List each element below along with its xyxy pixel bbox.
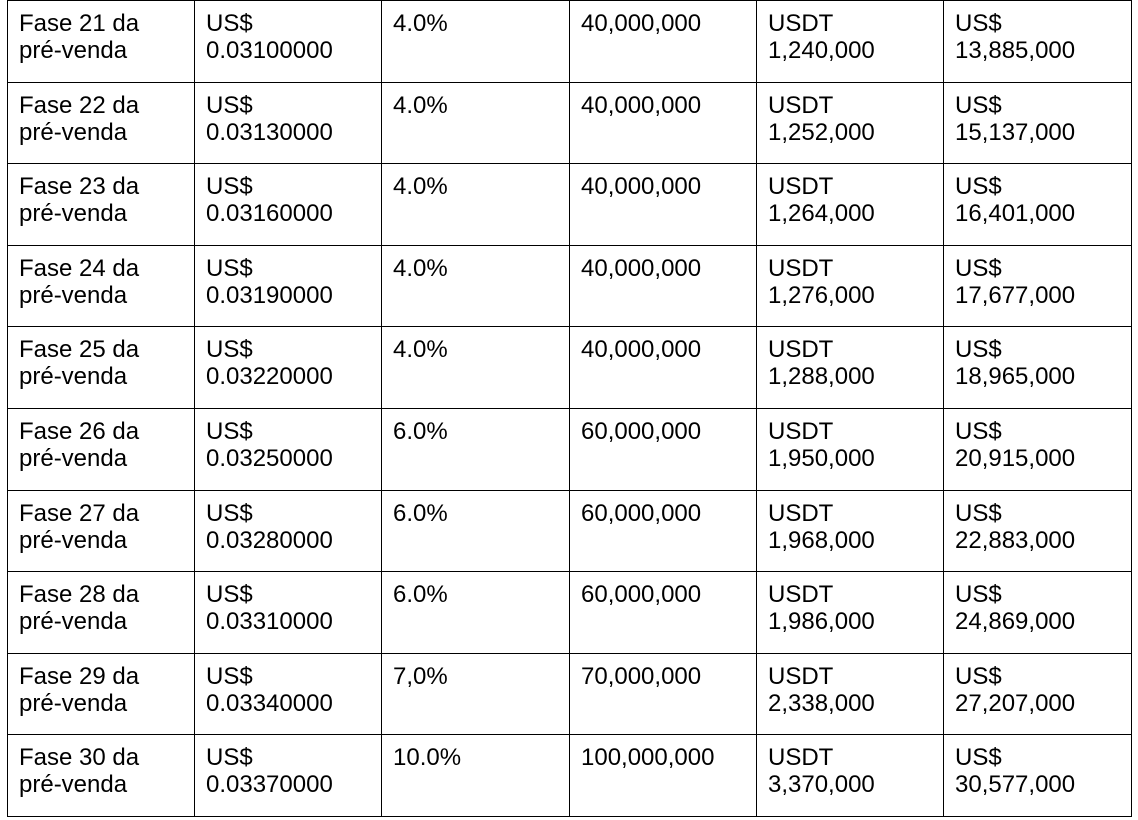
price-cell: US$ 0.03130000	[195, 82, 382, 164]
table-row	[8, 653, 1132, 735]
phase-cell: Fase 28 da pré-venda	[8, 572, 195, 654]
percent-cell: 6.0%	[382, 572, 570, 654]
tokens-cell: 60,000,000	[570, 490, 757, 572]
tokens-cell: 40,000,000	[570, 82, 757, 164]
percent-cell: 10.0%	[382, 735, 570, 817]
table-row	[8, 1, 1132, 83]
cumulative-cell: US$ 17,677,000	[944, 245, 1132, 327]
table-row	[8, 572, 1132, 654]
tokens-cell: 60,000,000	[570, 408, 757, 490]
presale-phases-table	[7, 0, 1132, 817]
cumulative-cell: US$ 16,401,000	[944, 164, 1132, 246]
percent-cell: 7,0%	[382, 653, 570, 735]
raise-cell: USDT 1,276,000	[757, 245, 944, 327]
phase-cell: Fase 29 da pré-venda	[8, 653, 195, 735]
phase-cell: Fase 23 da pré-venda	[8, 164, 195, 246]
raise-cell: USDT 1,252,000	[757, 82, 944, 164]
table-row	[8, 735, 1132, 817]
price-cell: US$ 0.03190000	[195, 245, 382, 327]
percent-cell: 4.0%	[382, 245, 570, 327]
price-cell: US$ 0.03340000	[195, 653, 382, 735]
raise-cell: USDT 2,338,000	[757, 653, 944, 735]
cumulative-cell: US$ 24,869,000	[944, 572, 1132, 654]
raise-cell: USDT 1,950,000	[757, 408, 944, 490]
raise-cell: USDT 1,288,000	[757, 327, 944, 409]
phase-cell: Fase 26 da pré-venda	[8, 408, 195, 490]
price-cell: US$ 0.03250000	[195, 408, 382, 490]
cumulative-cell: US$ 20,915,000	[944, 408, 1132, 490]
price-cell: US$ 0.03370000	[195, 735, 382, 817]
table-row	[8, 245, 1132, 327]
price-cell: US$ 0.03220000	[195, 327, 382, 409]
phase-cell: Fase 21 da pré-venda	[8, 1, 195, 83]
cumulative-cell: US$ 22,883,000	[944, 490, 1132, 572]
percent-cell: 6.0%	[382, 408, 570, 490]
phase-cell: Fase 24 da pré-venda	[8, 245, 195, 327]
phase-cell: Fase 27 da pré-venda	[8, 490, 195, 572]
tokens-cell: 60,000,000	[570, 572, 757, 654]
price-cell: US$ 0.03280000	[195, 490, 382, 572]
percent-cell: 4.0%	[382, 1, 570, 83]
tokens-cell: 70,000,000	[570, 653, 757, 735]
raise-cell: USDT 1,986,000	[757, 572, 944, 654]
tokens-cell: 40,000,000	[570, 164, 757, 246]
cumulative-cell: US$ 13,885,000	[944, 1, 1132, 83]
phase-cell: Fase 25 da pré-venda	[8, 327, 195, 409]
percent-cell: 4.0%	[382, 82, 570, 164]
phase-cell: Fase 22 da pré-venda	[8, 82, 195, 164]
table-row	[8, 82, 1132, 164]
table-row	[8, 408, 1132, 490]
price-cell: US$ 0.03160000	[195, 164, 382, 246]
cumulative-cell: US$ 30,577,000	[944, 735, 1132, 817]
percent-cell: 4.0%	[382, 164, 570, 246]
phase-cell: Fase 30 da pré-venda	[8, 735, 195, 817]
percent-cell: 4.0%	[382, 327, 570, 409]
tokens-cell: 100,000,000	[570, 735, 757, 817]
table-row	[8, 327, 1132, 409]
cumulative-cell: US$ 18,965,000	[944, 327, 1132, 409]
price-cell: US$ 0.03100000	[195, 1, 382, 83]
price-cell: US$ 0.03310000	[195, 572, 382, 654]
raise-cell: USDT 1,264,000	[757, 164, 944, 246]
tokens-cell: 40,000,000	[570, 1, 757, 83]
cumulative-cell: US$ 15,137,000	[944, 82, 1132, 164]
raise-cell: USDT 1,240,000	[757, 1, 944, 83]
percent-cell: 6.0%	[382, 490, 570, 572]
raise-cell: USDT 1,968,000	[757, 490, 944, 572]
table-row	[8, 164, 1132, 246]
raise-cell: USDT 3,370,000	[757, 735, 944, 817]
cumulative-cell: US$ 27,207,000	[944, 653, 1132, 735]
tokens-cell: 40,000,000	[570, 327, 757, 409]
tokens-cell: 40,000,000	[570, 245, 757, 327]
table-row	[8, 490, 1132, 572]
